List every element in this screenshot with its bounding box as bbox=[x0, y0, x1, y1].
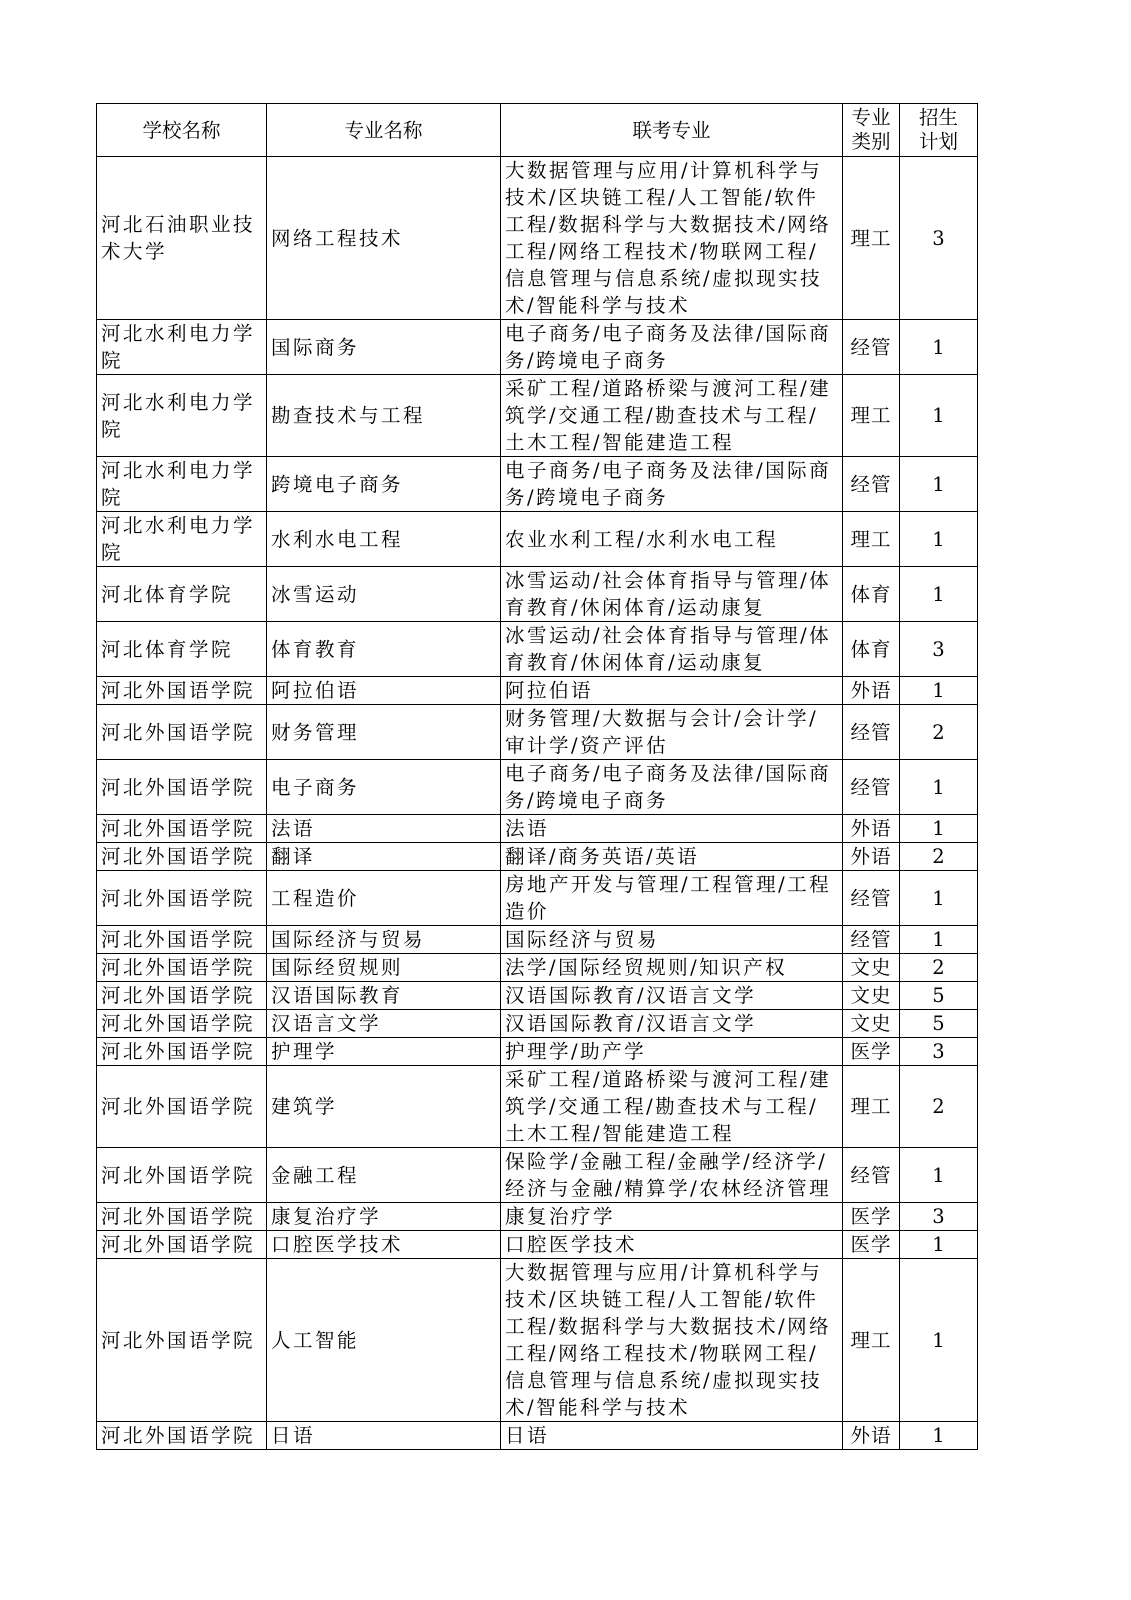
category-cell: 文史 bbox=[843, 954, 900, 982]
table-row bbox=[97, 843, 978, 871]
plan-cell: 1 bbox=[900, 926, 978, 954]
category-cell: 经管 bbox=[843, 871, 900, 926]
header-category bbox=[843, 104, 900, 157]
category-cell: 外语 bbox=[843, 677, 900, 705]
school-cell: 河北水利电力学院 bbox=[97, 320, 267, 375]
plan-cell: 5 bbox=[900, 1010, 978, 1038]
exam-major-cell: 财务管理/大数据与会计/会计学/审计学/资产评估 bbox=[501, 705, 843, 760]
table-row bbox=[97, 457, 978, 512]
exam-major-cell: 大数据管理与应用/计算机科学与技术/区块链工程/人工智能/软件工程/数据科学与大数据技术/网络工程/网络工程技术/物联网工程/信息管理与信息系统/虚拟现实技术/智能科学与技术 bbox=[501, 1259, 843, 1422]
table-row bbox=[97, 1010, 978, 1038]
table-row bbox=[97, 982, 978, 1010]
header-school: 学校名称 bbox=[97, 104, 267, 157]
table-row bbox=[97, 926, 978, 954]
school-cell: 河北外国语学院 bbox=[97, 1066, 267, 1148]
category-cell: 理工 bbox=[843, 512, 900, 567]
table-row bbox=[97, 1066, 978, 1148]
plan-cell: 2 bbox=[900, 954, 978, 982]
category-cell: 文史 bbox=[843, 982, 900, 1010]
school-cell: 河北外国语学院 bbox=[97, 760, 267, 815]
school-cell: 河北水利电力学院 bbox=[97, 375, 267, 457]
plan-cell: 1 bbox=[900, 1231, 978, 1259]
exam-major-cell: 康复治疗学 bbox=[501, 1203, 843, 1231]
major-cell: 口腔医学技术 bbox=[267, 1231, 501, 1259]
category-cell: 医学 bbox=[843, 1231, 900, 1259]
major-cell: 跨境电子商务 bbox=[267, 457, 501, 512]
plan-cell: 1 bbox=[900, 320, 978, 375]
major-cell: 护理学 bbox=[267, 1038, 501, 1066]
header-exam-major: 联考专业 bbox=[501, 104, 843, 157]
exam-major-cell: 国际经济与贸易 bbox=[501, 926, 843, 954]
plan-cell: 3 bbox=[900, 622, 978, 677]
school-cell: 河北水利电力学院 bbox=[97, 457, 267, 512]
plan-cell: 1 bbox=[900, 512, 978, 567]
exam-major-cell: 翻译/商务英语/英语 bbox=[501, 843, 843, 871]
table-row bbox=[97, 705, 978, 760]
plan-cell: 1 bbox=[900, 1259, 978, 1422]
category-cell: 文史 bbox=[843, 1010, 900, 1038]
major-cell: 汉语国际教育 bbox=[267, 982, 501, 1010]
plan-cell: 5 bbox=[900, 982, 978, 1010]
major-cell: 网络工程技术 bbox=[267, 157, 501, 320]
table-row bbox=[97, 1422, 978, 1450]
school-cell: 河北体育学院 bbox=[97, 622, 267, 677]
table-row bbox=[97, 1148, 978, 1203]
exam-major-cell: 护理学/助产学 bbox=[501, 1038, 843, 1066]
school-cell: 河北外国语学院 bbox=[97, 1038, 267, 1066]
school-cell: 河北外国语学院 bbox=[97, 871, 267, 926]
table-row bbox=[97, 760, 978, 815]
exam-major-cell: 口腔医学技术 bbox=[501, 1231, 843, 1259]
exam-major-cell: 采矿工程/道路桥梁与渡河工程/建筑学/交通工程/勘查技术与工程/土木工程/智能建造工程 bbox=[501, 1066, 843, 1148]
category-cell: 外语 bbox=[843, 815, 900, 843]
category-cell: 经管 bbox=[843, 1148, 900, 1203]
major-cell: 体育教育 bbox=[267, 622, 501, 677]
exam-major-cell: 电子商务/电子商务及法律/国际商务/跨境电子商务 bbox=[501, 320, 843, 375]
major-cell: 电子商务 bbox=[267, 760, 501, 815]
table-row bbox=[97, 954, 978, 982]
plan-cell: 3 bbox=[900, 1038, 978, 1066]
table-row bbox=[97, 512, 978, 567]
exam-major-cell: 电子商务/电子商务及法律/国际商务/跨境电子商务 bbox=[501, 760, 843, 815]
plan-cell: 1 bbox=[900, 567, 978, 622]
plan-cell: 1 bbox=[900, 871, 978, 926]
major-cell: 日语 bbox=[267, 1422, 501, 1450]
major-cell: 法语 bbox=[267, 815, 501, 843]
table-row bbox=[97, 1259, 978, 1422]
plan-cell: 3 bbox=[900, 157, 978, 320]
major-cell: 金融工程 bbox=[267, 1148, 501, 1203]
table-row bbox=[97, 320, 978, 375]
category-cell: 外语 bbox=[843, 843, 900, 871]
school-cell: 河北外国语学院 bbox=[97, 1010, 267, 1038]
school-cell: 河北外国语学院 bbox=[97, 1203, 267, 1231]
major-cell: 翻译 bbox=[267, 843, 501, 871]
table-row bbox=[97, 622, 978, 677]
major-cell: 康复治疗学 bbox=[267, 1203, 501, 1231]
major-cell: 冰雪运动 bbox=[267, 567, 501, 622]
table-row bbox=[97, 1203, 978, 1231]
plan-cell: 2 bbox=[900, 843, 978, 871]
exam-major-cell: 汉语国际教育/汉语言文学 bbox=[501, 1010, 843, 1038]
exam-major-cell: 冰雪运动/社会体育指导与管理/体育教育/休闲体育/运动康复 bbox=[501, 622, 843, 677]
exam-major-cell: 汉语国际教育/汉语言文学 bbox=[501, 982, 843, 1010]
major-cell: 人工智能 bbox=[267, 1259, 501, 1422]
table-row bbox=[97, 871, 978, 926]
plan-cell: 1 bbox=[900, 457, 978, 512]
school-cell: 河北外国语学院 bbox=[97, 677, 267, 705]
header-major: 专业名称 bbox=[267, 104, 501, 157]
category-cell: 体育 bbox=[843, 622, 900, 677]
major-cell: 国际经济与贸易 bbox=[267, 926, 501, 954]
plan-cell: 1 bbox=[900, 815, 978, 843]
category-cell: 外语 bbox=[843, 1422, 900, 1450]
major-cell: 国际商务 bbox=[267, 320, 501, 375]
table-row bbox=[97, 375, 978, 457]
school-cell: 河北外国语学院 bbox=[97, 1148, 267, 1203]
category-cell: 理工 bbox=[843, 1066, 900, 1148]
header-row bbox=[97, 104, 978, 157]
category-cell: 理工 bbox=[843, 375, 900, 457]
exam-major-cell: 大数据管理与应用/计算机科学与技术/区块链工程/人工智能/软件工程/数据科学与大数据技术/网络工程/网络工程技术/物联网工程/信息管理与信息系统/虚拟现实技术/智能科学与技术 bbox=[501, 157, 843, 320]
category-cell: 经管 bbox=[843, 457, 900, 512]
school-cell: 河北水利电力学院 bbox=[97, 512, 267, 567]
school-cell: 河北外国语学院 bbox=[97, 843, 267, 871]
category-cell: 经管 bbox=[843, 926, 900, 954]
category-cell: 理工 bbox=[843, 157, 900, 320]
plan-cell: 1 bbox=[900, 1422, 978, 1450]
exam-major-cell: 采矿工程/道路桥梁与渡河工程/建筑学/交通工程/勘查技术与工程/土木工程/智能建造工程 bbox=[501, 375, 843, 457]
school-cell: 河北外国语学院 bbox=[97, 1231, 267, 1259]
school-cell: 河北外国语学院 bbox=[97, 705, 267, 760]
header-category-text: 专业类别 bbox=[851, 106, 891, 153]
exam-major-cell: 冰雪运动/社会体育指导与管理/体育教育/休闲体育/运动康复 bbox=[501, 567, 843, 622]
plan-cell: 1 bbox=[900, 1148, 978, 1203]
major-cell: 建筑学 bbox=[267, 1066, 501, 1148]
table-row bbox=[97, 677, 978, 705]
major-cell: 阿拉伯语 bbox=[267, 677, 501, 705]
school-cell: 河北体育学院 bbox=[97, 567, 267, 622]
school-cell: 河北石油职业技术大学 bbox=[97, 157, 267, 320]
major-cell: 勘查技术与工程 bbox=[267, 375, 501, 457]
plan-cell: 3 bbox=[900, 1203, 978, 1231]
plan-cell: 1 bbox=[900, 677, 978, 705]
exam-major-cell: 电子商务/电子商务及法律/国际商务/跨境电子商务 bbox=[501, 457, 843, 512]
category-cell: 医学 bbox=[843, 1038, 900, 1066]
category-cell: 经管 bbox=[843, 760, 900, 815]
header-plan bbox=[900, 104, 978, 157]
exam-major-cell: 法语 bbox=[501, 815, 843, 843]
major-cell: 水利水电工程 bbox=[267, 512, 501, 567]
table-row bbox=[97, 815, 978, 843]
school-cell: 河北外国语学院 bbox=[97, 1422, 267, 1450]
table-row bbox=[97, 1038, 978, 1066]
school-cell: 河北外国语学院 bbox=[97, 954, 267, 982]
exam-major-cell: 阿拉伯语 bbox=[501, 677, 843, 705]
table-row bbox=[97, 567, 978, 622]
school-cell: 河北外国语学院 bbox=[97, 1259, 267, 1422]
exam-major-cell: 法学/国际经贸规则/知识产权 bbox=[501, 954, 843, 982]
category-cell: 医学 bbox=[843, 1203, 900, 1231]
plan-cell: 1 bbox=[900, 375, 978, 457]
exam-major-cell: 保险学/金融工程/金融学/经济学/经济与金融/精算学/农林经济管理 bbox=[501, 1148, 843, 1203]
category-cell: 经管 bbox=[843, 320, 900, 375]
school-cell: 河北外国语学院 bbox=[97, 926, 267, 954]
major-cell: 财务管理 bbox=[267, 705, 501, 760]
major-cell: 汉语言文学 bbox=[267, 1010, 501, 1038]
major-cell: 国际经贸规则 bbox=[267, 954, 501, 982]
category-cell: 经管 bbox=[843, 705, 900, 760]
plan-cell: 2 bbox=[900, 705, 978, 760]
school-cell: 河北外国语学院 bbox=[97, 815, 267, 843]
category-cell: 理工 bbox=[843, 1259, 900, 1422]
exam-major-cell: 日语 bbox=[501, 1422, 843, 1450]
school-cell: 河北外国语学院 bbox=[97, 982, 267, 1010]
table-row bbox=[97, 157, 978, 320]
table-row bbox=[97, 1231, 978, 1259]
exam-major-cell: 房地产开发与管理/工程管理/工程造价 bbox=[501, 871, 843, 926]
category-cell: 体育 bbox=[843, 567, 900, 622]
admissions-table bbox=[96, 103, 978, 1450]
plan-cell: 1 bbox=[900, 760, 978, 815]
exam-major-cell: 农业水利工程/水利水电工程 bbox=[501, 512, 843, 567]
header-plan-text: 招生计划 bbox=[918, 106, 958, 153]
major-cell: 工程造价 bbox=[267, 871, 501, 926]
plan-cell: 2 bbox=[900, 1066, 978, 1148]
